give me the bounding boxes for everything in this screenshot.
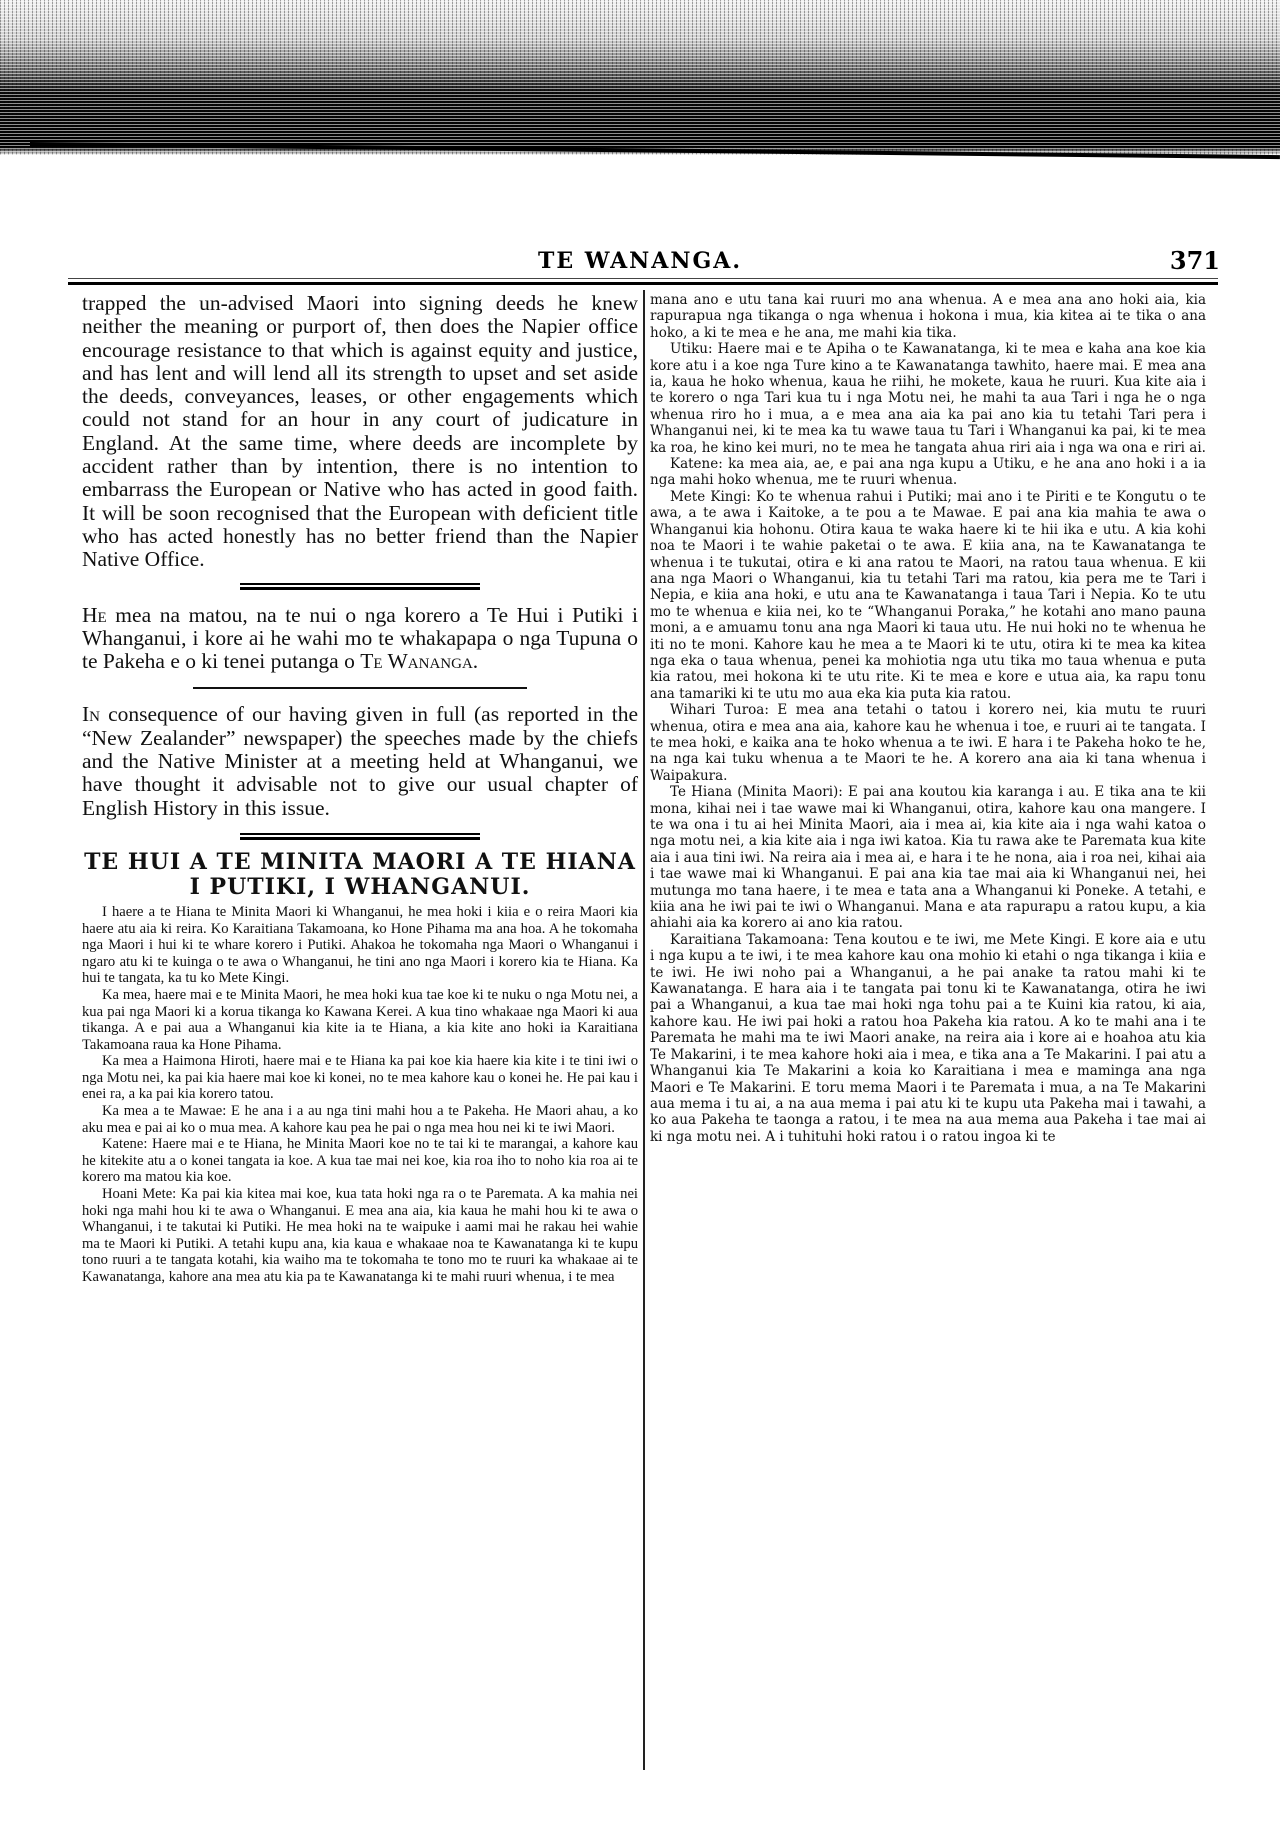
- article-paragraph: Mete Kingi: Ko te whenua rahui i Putiki; mai ano i te Piriti e te Kongutu o te awa, a te awa i Kaitoke, a te pou a te Mawae. E pai ana kia mahia te awa o Whanganui kia hohonu. Otira kaua te waka haere ki te hii ika e utu. A kia kohi noa te Maori i te wahie paketai o te awa. E kiia ana, na te Kawanatanga te whenua i te tukutai, otira e ki ana ratou te Maori, na ratou taua whenua. E kii ana nga Maori o Whanganui, kia tu tetahi Tari ma ratou, kia pera me te Tari i Nepia, e kiia ana hoki, e utu ana te Kawanatanga i taua Tari i Nepia. Ko te utu mo te whenua e kiia nei, ko te “Whanganui Poraka,” he kotahi ano mano pauna moni, a e amuamu tonu ana nga Maori ki taua utu. He nui hoki no te whenua he iti no te moni. Kahore kau he mea a te Maori ki te utu, otira ki te mea ka kitea nga eka o taua whenua, penei ka mohiotia nga utu tika mo taua whenua e puta kia ratou, mei hokona ki te utu rite. Ki te mea e kore e utua aia, ka rapu tonu ana tamariki ki te utu mo aua eka kia puta kia ratou.: [650, 488, 1206, 702]
- page-number: 371: [1169, 246, 1220, 275]
- article-paragraph: Ka mea, haere mai e te Minita Maori, he mea hoki kua tae koe ki te nuku o nga Motu nei, a kua pai nga Maori ki a korua tikanga ko Kawana Kerei. A kua tino whakaae nga Maori ki aua tikanga. A e pai aua a Whanganui kia kite ia te Hiana, a kia kite ano hoki ia Karaitiana Takamoana raua ka Hone Pihama.: [82, 986, 638, 1053]
- article-paragraph: Karaitiana Takamoana: Tena koutou e te iwi, me Mete Kingi. E kore aia e utu i nga kupu a te iwi, i te mea kahore kau ona mohio ki etahi o nga tikanga i kiia e te iwi. He iwi noho pai a Whanganui, a he pai anake ta ratou mahi ki te Kawanatanga. E hara aia i te tangata pai tonu ki te Kawanatanga, otira he iwi pai a Whanganui, a kua tae mai hoki nga tohu pai a te Kuini kia ratou, ki aia, kahore kau. He iwi pai hoki a ratou hoa Pakeha kia ratou. A ko te mahi ana i te Paremata he mahi ma te iwi Maori anake, na reira aia i kore ai e hoahoa atu kia Te Makarini, i te mea kahore hoki aia i mea, e tika ana a Te Makarini. I pai atu a Whanganui kia Te Makarini a koia ko Karaitiana i mea e maminga ana nga Maori e Te Makarini. E toru mema Maori i te Paremata i mua, a na Te Makarini aua mema i tu ai, a na aua mema i pai atu ki te kupu uta Pakeha mai i tawahi, a ko aua Pakeha te taonga a ratou, i te mea na aua mema aua Pakeha i tae mai ai ki nga motu nei. A i tuhituhi hoki ratou i o ratou ingoa ki te: [650, 931, 1206, 1145]
- english-notice: [82, 703, 638, 819]
- running-head: [60, 248, 1220, 278]
- article-paragraph: Ka mea a te Mawae: E he ana i a au nga tini mahi hou a te Pakeha. He Maori ahau, a ko aku mea e pai ai ko o mua mea. A kahore kau pea he pai o nga mea hou nei ki te iwi Maori.: [82, 1103, 638, 1136]
- ornamental-rule: [240, 832, 480, 840]
- maori-notice-lead: He: [82, 602, 107, 627]
- article-paragraph: Hoani Mete: Ka pai kia kitea mai koe, kua tata hoki nga ra o te Paremata. A ka mahia nei hoki nga mahi hou ki te awa o Whanganui. E mea ana aia, kia kaua he mahi hou ki te awa o Whanganui, i te takutai ki Putiki. He mea hoki na te waipuke i aami mai he rakau hei wahie ma te Maori ki Putiki. A tetahi kupu ana, kia kaua e whakaae noa te Kawanatanga ki te kupu tono ruuri a te tangata kotahi, kia waiho ma te tokomaha te tono mo te ruuri ka whakaae ai te Kawanatanga, kahore ana mea atu kia pa te Kawanatanga ki te mahi ruuri whenua, i te mea: [82, 1186, 638, 1285]
- right-column: [650, 292, 1206, 1145]
- english-notice-lead: In: [82, 702, 100, 727]
- english-notice-text: consequence of our having given in full (as reported in the “New Zealander” newspaper) the speeches made by the chiefs and the Native Minister at a meeting held at Whanganui, we have thought it advisable not to give our usual chapter of English History in this issue.: [82, 702, 638, 820]
- section-rule: [193, 687, 527, 689]
- column-divider: [643, 290, 645, 1770]
- ornamental-rule: [240, 582, 480, 590]
- maori-notice-paper-name: Te Wananga.: [360, 649, 479, 674]
- maori-notice: [82, 604, 638, 674]
- scan-artifact-band: [0, 0, 1280, 155]
- article-paragraph: Te Hiana (Minita Maori): E pai ana koutou kia karanga i au. E tika ana te kii mona, kihai nei i tae wawe mai ki Whanganui, otira, kahore kau ona mangere. I te wa ona i tu ai hei Minita Maori, aia i mea ai, kia kite aia i nga wahi katoa o nga motu nei, a kia kite aia i nga iwi katoa. Kia tu rawa ake te Paremata kua kite aia i aua tini iwi. Na reira aia i mea ai, e hara i te he nona, aia i roa nei, kihai aia i tae wawe mai ki Whanganui. E pai ana kia tae mai aia ki Whanganui nei, hei mutunga mo tana haere, i te mea e tata ana a Whanganui ki Poneke. A tetahi, e kiia ana he iwi pai te iwi o Whanganui. Mana e ata rapurapu a ratou kupu, a kia ahiahi aia ka korero ai ano kia ratou.: [650, 784, 1206, 932]
- maori-notice-text: mea na matou, na te nui o nga korero a Te Hui i Putiki i Whanganui, i kore ai he wahi mo te whakapapa o nga Tupuna o te Pakeha e o ki tenei putanga o: [82, 602, 638, 674]
- header-rule-thin: [68, 278, 1218, 279]
- article-paragraph: Katene: ka mea aia, ae, e pai ana nga kupu a Utiku, e he ana ano hoki i a ia nga mahi hoko whenua, me te ruuri whenua.: [650, 456, 1206, 489]
- header-rule-thick: [68, 282, 1218, 285]
- masthead-title: TE WANANGA.: [538, 248, 742, 274]
- left-column: [82, 292, 638, 1286]
- article-paragraph: I haere a te Hiana te Minita Maori ki Whanganui, he mea hoki i kiia e o reira Maori kia haere atu aia ki reira. Ko Karaitiana Takamoana, ko Hone Pihama ma ana hoa. A he tokomaha nga Maori i hui ki te whare korero i Putiki. Ahakoa he tokomaha nga Maori o Whanganui i ngaro atu ki te kuinga o te awa o Whanganui, he tini ano nga Maori i korero kia te Hiana. Ka hui te tangata, ka tu ko Mete Kingi.: [82, 903, 638, 987]
- article-paragraph: Utiku: Haere mai e te Apiha o te Kawanatanga, ki te mea e kaha ana koe kia kore atu i a koe nga Ture kino a te Kawanatanga tawhito, haere mai. E mea ana ia, kaua he hoko whenua, kaua he riihi, he mokete, kaua he ruuri. Kua kite aia i te korero o nga Tari kua tu i nga Motu nei, he mahi ta aua Tari i nga he o nga whenua riro ho i mua, a e mea ana aia ka pai ano kia tu tetahi Tari pera i Whanganui nei, ki te mea ka tu wawe taua tu Tari i Whanganui ka pai, ki te mea ka roa, he kino kei muri, no te mea he tangata ahua riri aia i nga wa ona e riri ai.: [650, 341, 1206, 456]
- article-paragraph: mana ano e utu tana kai ruuri mo ana whenua. A e mea ana ano hoki aia, kia rapurapua nga tikanga o nga whenua i hokona i mua, kia kitea ai te tika o ana hoko, a ki te mea e he ana, me mahi kia tika.: [650, 292, 1206, 341]
- article-paragraph: Katene: Haere mai e te Hiana, he Minita Maori koe no te tai ki te marangai, a kahore kau he kitekite atu a o konei tangata ia koe. A kua tae mai nei koe, kia roa iho to noho kia roa ai te korero ma matou kia koe.: [82, 1136, 638, 1186]
- article-paragraph: Ka mea a Haimona Hiroti, haere mai e te Hiana ka pai koe kia haere kia kite i te tini iwi o nga Motu nei, ka pai kia haere mai koe ki konei, no te mea kahore kau o konei he. He pai kau i enei ra, a ka pai kia korero tatou.: [82, 1053, 638, 1103]
- article-headline: TE HUI A TE MINITA MAORI A TE HIANA I PUTIKI, I WHANGANUI.: [84, 848, 636, 900]
- english-editorial: trapped the un-advised Maori into signing deeds he knew neither the meaning or purport of, then does the Napier office encourage resistance to that which is against equity and justice, and has lent and will lend all its strength to upset and set aside the deeds, conveyances, leases, or other engagements which could not stand for an hour in any court of judicature in England. At the same time, where deeds are incomplete by accident rather than by intention, there is no intention to embarrass the European or Native who has acted in good faith. It will be soon recognised that the European with deficient title who has acted honestly has no better friend than the Napier Native Office.: [82, 291, 638, 572]
- article-paragraph: Wihari Turoa: E mea ana tetahi o tatou i korero nei, kia mutu te ruuri whenua, otira e mea ana aia, kahore kau he whenua i toe, e ruuri ai te tangata. I te mea hoki, e kaika ana te hoko whenua a te iwi. E hara i te Pakeha hoko te he, na nga kai tuku whenua a te Maori te he. A korero ana aia ki tana whenua i Waipakura.: [650, 702, 1206, 784]
